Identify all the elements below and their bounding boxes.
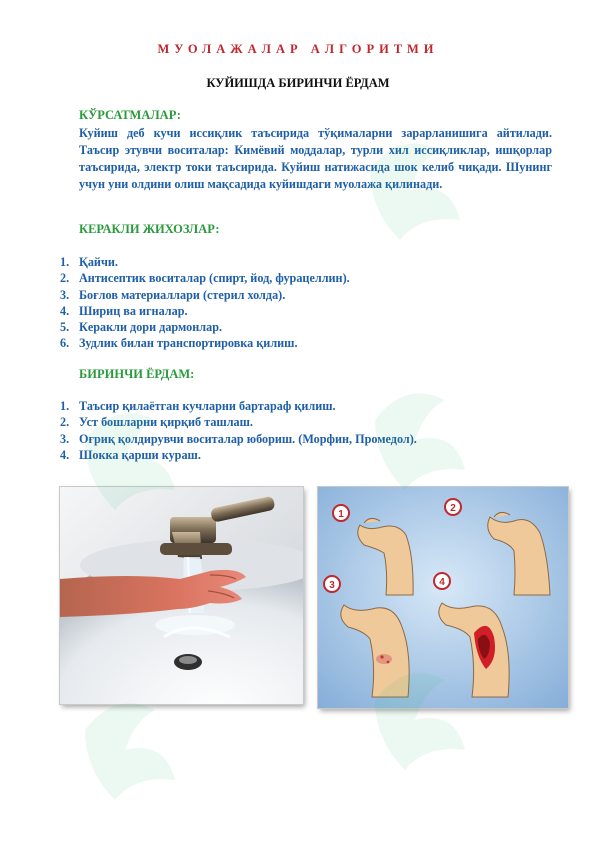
list-item-number: 3. <box>60 431 70 446</box>
list-item <box>60 303 350 319</box>
list-item-text: Зудлик билан транспортировка қилиш. <box>79 336 298 351</box>
first-aid-list <box>60 398 417 463</box>
stage-badge <box>324 576 340 592</box>
list-item <box>60 414 417 430</box>
list-item-text: Қайчи. <box>79 255 118 269</box>
list-item <box>60 398 417 414</box>
burn-stages-svg <box>318 487 568 708</box>
burn-stages-illustration <box>318 487 568 708</box>
list-item-number: 1. <box>60 399 70 413</box>
document-title: КУЙИШДА БИРИНЧИ ЁРДАМ <box>206 76 390 90</box>
list-item-text: Боғлов материаллари (стерил холда). <box>79 287 286 302</box>
list-item-text: Антисептик воситалар (спирт, йод, фурацеллин). <box>79 271 350 286</box>
list-item <box>60 447 417 463</box>
list-item-text: Кeракли дори дармонлар. <box>79 320 223 335</box>
list-item <box>60 319 350 335</box>
list-item-number: 1. <box>60 255 70 269</box>
list-item-text: Шириц ва игналар. <box>79 303 188 318</box>
stage-badge <box>445 499 461 515</box>
list-item-number: 5. <box>60 320 70 335</box>
list-item-number: 4. <box>60 447 70 462</box>
stage-label-1: 1 <box>338 509 344 520</box>
list-item <box>60 287 350 303</box>
header-title: МУОЛАЖАЛАР АЛГОРИТМИ <box>157 42 439 56</box>
list-item <box>60 270 350 286</box>
stage-badge <box>333 505 349 521</box>
hand-washing-image <box>60 487 303 704</box>
list-item-text: Шокка қарши кураш. <box>79 447 201 462</box>
list-item <box>60 431 417 447</box>
list-item-number: 4. <box>60 303 70 318</box>
equipment-list <box>60 254 350 352</box>
list-item <box>60 335 350 351</box>
list-item-text: Оғриқ қолдирувчи воситалар юбориш. (Морфин, Промедол). <box>79 431 417 446</box>
indications-text: Куйиш деб кучи иссиқлик таъсирида тўқималарни зарарланишига айтилади. Таъсир этувчи воситалар: Кимёвий моддалар, турли хил иссиқликлар, ишқорлар таъсирида, электр токи таъсирида. Куйиш натижасида шок келиб чиқади. Шунинг учун уни олдини олиш мақсадида куйишдаги муолажа қилинади. <box>79 126 552 191</box>
stage-badge <box>434 573 450 589</box>
list-item-number: 2. <box>60 415 70 430</box>
list-item-text: Уст бошларни қирқиб ташлаш. <box>79 415 253 430</box>
list-item-number: 6. <box>60 336 70 351</box>
list-item-text: Таъсир қилаётган кучларни бартараф қилиш. <box>79 399 336 413</box>
list-item <box>60 254 350 270</box>
stage-label-3: 3 <box>329 580 335 591</box>
list-item-number: 2. <box>60 271 70 286</box>
hand-washing-illustration <box>60 487 303 704</box>
first-aid-heading: БИРИНЧИ ЁРДАМ: <box>79 367 195 381</box>
indications-heading: КЎРСАТМАЛАР: <box>79 108 181 122</box>
stage-label-4: 4 <box>439 577 445 588</box>
list-item-number: 3. <box>60 287 70 302</box>
equipment-heading: КЕРАКЛИ ЖИХОЗЛАР: <box>79 222 220 236</box>
stage-label-2: 2 <box>450 503 456 514</box>
